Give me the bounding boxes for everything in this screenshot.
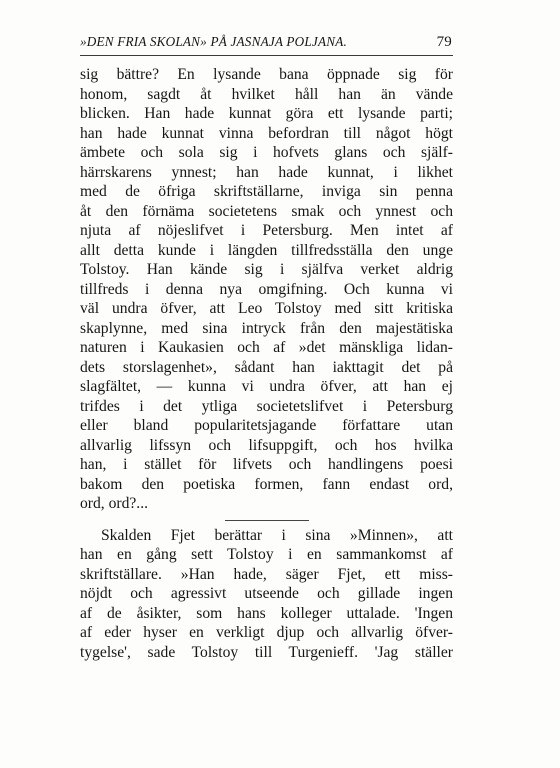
text-line: han hade kunnat vinna befordran till något högt [80,124,453,142]
text-line: han, i stället för lifvets och handlingens poesi [80,456,453,473]
text-line: trifdes i det ytliga societetslifvet i Petersburg [80,397,453,415]
text-line: honom, sagdt åt hvilket håll han än vände [80,85,453,103]
text-line: af eder hyser en verkligt djup och allvarlig öfver- [80,624,453,641]
text-line: slagfältet, — kunna vi undra öfver, att han ej [80,378,453,395]
text-line: tillfreds i denna nya omgifning. Och kunna vi [80,280,453,298]
text-line: Skalden Fjet berättar i sina »Minnen», att [101,526,453,544]
text-line: han en gång sett Tolstoy i en sammankomst af [80,546,453,563]
text-line: väl undra öfver, att Leo Tolstoy med sitt kritiska [80,300,453,317]
text-line: allvarlig lifssyn och lifsuppgift, och hos hvilka [80,436,453,454]
text-line: med de öfriga skriftställarne, inviga sin penna [80,183,453,200]
running-title: »DEN FRIA SKOLAN» PÅ JASNAJA POLJANA. [80,34,347,49]
text-line: skriftställare. »Han hade, säger Fjet, ett miss- [80,565,453,583]
text-line: af de åsikter, som hans kolleger uttalade. 'Ingen [80,604,453,622]
page-number: 79 [436,34,452,50]
header-rule [80,55,453,56]
text-line: skaplynne, med sina intryck från den majestätiska [80,319,453,337]
text-line: nöjdt och agressivt utseende och gillade ingen [80,585,453,602]
body-text [80,65,453,662]
text-line: allt detta kunde i längden tillfredsställa den unge [80,241,453,259]
text-line: eller bland popularitetsjagande författare utan [80,417,453,434]
text-line: ord, ord?... [80,495,148,512]
text-line: naturen i Kaukasien och af »det mänskliga lidan- [80,339,453,356]
text-line: sig bättre? En lysande bana öppnade sig för [80,66,453,83]
text-line: bakom den poetiska formen, fann endast ord, [80,475,453,493]
text-line: Tolstoy. Han kände sig i själfva verket aldrig [80,261,453,278]
text-line: njuta af nöjeslifvet i Petersburg. Men intet af [80,222,453,239]
text-line: åt den förnäma societetens smak och ynnest och [80,202,453,220]
paragraph [80,65,453,514]
text-line: dets storslagenhet», sådant han iakttagit det på [80,358,453,376]
section-divider [225,520,309,521]
text-line: tygelse', sade Tolstoy till Turgenieff. 'Jag ställer [80,643,453,661]
text-line: ämbete och sola sig i hofvets glans och själf- [80,144,453,161]
text-line: blicken. Han hade kunnat göra ett lysande parti; [80,105,453,122]
paragraph [80,526,453,663]
text-line: härrskarens ynnest; han hade kunnat, i likhet [80,163,453,181]
page-header [80,34,452,51]
